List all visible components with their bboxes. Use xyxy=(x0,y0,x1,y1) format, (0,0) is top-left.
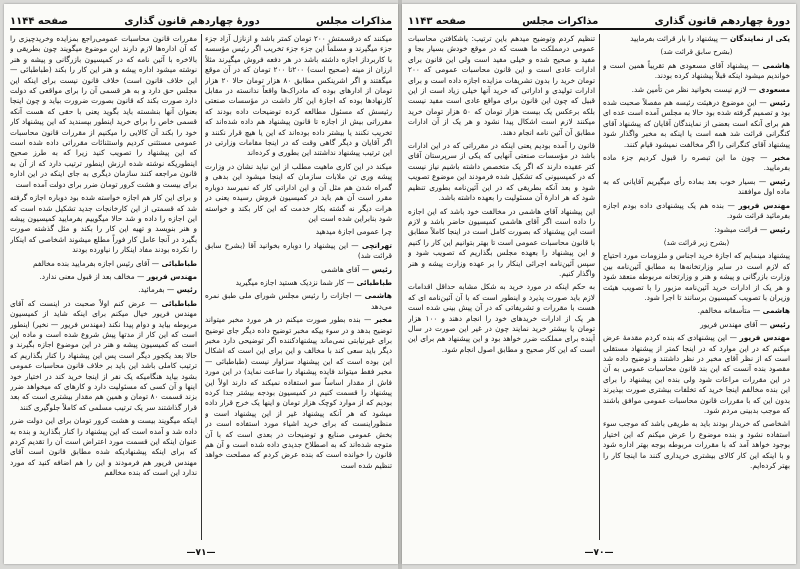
speaker-paragraph xyxy=(603,333,790,416)
speech-text: — کار شما نزدیک هستید اجازه میگیرید xyxy=(235,277,355,287)
body-paragraph: چرا عمومی اجازهٔ میدهید xyxy=(315,227,392,237)
column-right xyxy=(205,34,392,540)
journal-title: مذاكرات مجلس xyxy=(522,16,599,27)
column-right xyxy=(603,34,790,540)
speech-text: — چون ما این تبصره را قبول کردیم جزء ماده بفرمایید. xyxy=(603,153,790,173)
speech-text: — بسیار خوب بعد بماده رأی میگیریم آقایانی که به ماده اول موافقند xyxy=(603,176,790,197)
speaker-name: رئیس xyxy=(769,224,790,234)
speech-text: — اجازات را رئیس مجلس شورای ملی طبق نمره می‌دهد xyxy=(205,291,392,311)
page-label: صفحه ۱۱۴۴ xyxy=(10,16,69,27)
speaker-name: مخبر xyxy=(374,315,392,325)
speaker-paragraph xyxy=(603,201,790,222)
body-paragraph: اینکه میگویند بیست و هشت کرور تومان برای این دولت ضرر داده شد و آمده است که این پیشنهاد را کنار بگذارید و بنده به عنوان اینکه این قسمت مورد اعتراض است آن را تقدیم کردم که برای اینکه پیشنهادیکه شده مطابق قانون است آقای مهندس فریور هم فرمودند و این را هم اضافه کنید که مورد ندارد این است که بنده مخالفم xyxy=(10,416,197,478)
speaker-name: رئیس xyxy=(769,319,790,329)
page-header xyxy=(10,10,392,30)
speaker-paragraph xyxy=(10,299,197,413)
page-right xyxy=(402,4,796,564)
body-paragraph: قانون را آمده بودیم یعنی اینکه در مقرراتی که در این ادارات باشد در مؤسسات صنعتی آنهایی که یکی از سرپرستان آقای کتر عقیده دارند که اگر یک متخصص داشته باشیم نیاز نیست که در کمیسیونی که تشکیل شده فرمودند این موضوع تصویب شود و بعد آنکه بطریقی که در این آئین‌نامه بطوری تنظیم شود که هر ادارهٔ آن مسئولیت را بعهده داشته باشد. xyxy=(408,141,595,203)
speaker-name: هاشمی xyxy=(762,60,790,70)
speech-text: — آقای رئیس اجازه بفرمایید بنده مخالفم xyxy=(33,258,160,268)
column-divider xyxy=(599,34,600,540)
speaker-paragraph xyxy=(205,278,392,288)
speaker-paragraph xyxy=(603,61,790,82)
column-left xyxy=(10,34,197,540)
speaker-paragraph xyxy=(205,241,392,262)
page-folio: —۷۰— xyxy=(584,548,614,558)
speaker-name: رئیس xyxy=(176,285,197,295)
body-paragraph: مقررات قانون محاسبات عمومی‌راجع بمزایده وخریدچیزی را که آن اداره‌ها لازم دارند این موضوع میگویند چون بطریقی و بالاخره با آئین نامه که در کمیسیون بازرگانی و پیشه و هنر نوشته میشود اداره پیشه و هنر این کار را بکند (طباطبائی — این خلاف قانون است) خلاف قانون نیست برای اینکه این مجلس حق دارد و به هر قسمی آن را برای مواقعی که دولت دارد صورت بکند که قانون بصورت ضرورت بیاید و چون اینجا بعنوان آنها بنشسته باید بگوید یعنی با حقی که هست آنکه قسمی خاص را برای خرید اینطور بپسندید که این پیشنهاد کار خود را بکند آن کالایی را میکنیم از مقررات قانون محاسبات عمومی مستثنی کردیم واستثنائات مقرراتی داده شده است که این پیشنهاد را تصویب کنید زیرا که به طرز صحیح اینطوریکه نوشته شده ارزش اینطور ترتیب دارد که از آن به قانون مراجعه کنند سازمان دیگری به جای اینکه در این اداره برای بیست و هشت کرور تومان ضرر برای دولت آمده است xyxy=(10,34,197,189)
body-paragraph: این پیشنهاد آقای هاشمی در مخالفت خود باشد که این اجازه را داده است اگر آقای هاشمی کمیسیون حاضر باشد و لازم است این پیشنهاد که بصورت کامل است در اینجا کاملاً مطابق با قانون محاسبات عمومی است تا بهتر بتوانیم این کار را کنیم و این پیشنهاد را بعهده مجلس بگذاریم که تصویب شود و سپس آئین‌نامه اجرائی اینکار را بر عهده وزارت پیشه و هنر واگذار کنیم. xyxy=(408,206,595,278)
speaker-paragraph xyxy=(603,85,790,95)
speech-text: — بنده هم یک پیشنهادی داده بودم اجازه بفرمائید قرائت شود. xyxy=(603,200,790,221)
speech-text: — مخالف بعد از قبول معنی ندارد. xyxy=(39,271,145,281)
speech-text: — بفرمائید. xyxy=(138,285,175,295)
speech-text: — متأسفانه مخالفم. xyxy=(697,306,761,316)
speech-text: — بنده بطور صورت میکنم در هر مورد مخبر میتواند توضیح بدهد و در سوء ییکه مخبر توضیح داده دیگر جای توضیح برای غیرنیابتی نمی‌ماند پیشنهادکننده اگر توضیحی دارد مخبر دیگر باید سعی کند با مخالف و این برای این است که اشکال این بوده است که این پیشنهاد سزاوار نیست (طباطبائی — مخبر فقط میتواند فایده پیشنهاد را ساعت نماید) در این مورد فاش از مقدار اساساً سو استفاده نمیکند که دارند اولاً این پیشنهاد را قسمت کنیم در کمیسیون بودجه بیشتر جدا کرده بودیم که از موارد کوچک هزار تومان و اینها یک خرج قرار داده میشود که هر آنکه پیشنهاد غیر از این پیشنهاد است و منظوراینست که برای خرید اشیاء مورد استفاده است در بخش عمومی صنایع و توضیحات در بعدی است که با آن متوجه شده‌اند که به اصطلاح جدیدی داده شده است و آن هم قانون را خوانده است که بنده عرض کردم که مصلحت خواهد تنظیم شده است xyxy=(205,315,392,470)
page-label: صفحه ۱۱۴۳ xyxy=(408,16,467,27)
speech-text: — پیشنهاد را بار قرائت بفرمایید xyxy=(630,34,728,43)
speech-text: — آقای مهندس فریور xyxy=(700,319,768,329)
speaker-paragraph xyxy=(603,153,790,174)
session-title: دورهٔ چهاردهم قانون گذاری xyxy=(654,16,790,27)
speaker-name: مسعودی xyxy=(758,84,790,94)
speaker-paragraph xyxy=(10,285,197,295)
page-folio: —۷۱— xyxy=(186,548,216,558)
speech-text: — قرائت میشود: xyxy=(714,224,768,234)
body-paragraph: تنظیم کردم وتوضیح میدهم باین ترتیب: یاشکافتن محاسبات عمومی درمملکت ما هست که در موقع خودش بسیار بجا و مفید و صحیح شده و خیلی مفید است ولی این قانون برای ادارات عادی است و این قانون محاسبات عمومی که ۲۰۰ تومان خرید را بدون تشریفات مزایده اجازه داده است و برای ادارات تولیدی و اداراتی که خرید آنها خیلی زیاد است از این قبیل که چون این قانون برای مواقع عادی است مفید نیست بلکه برعکس یک بیست هزار تومان که ۵۰ هزار تومان خرید میکنند لازم است اشکال پیدا نشود و هر یک از آن ادارات مطابق آن آئین نامه انجام دهند. xyxy=(408,34,595,137)
column-left xyxy=(408,34,595,540)
speaker-paragraph xyxy=(603,306,790,316)
speaker-name: مهندس فریور xyxy=(738,200,790,210)
speaker-paragraph xyxy=(10,272,197,282)
speech-text: — عرض کنم اولاً صحبت در اینست که آقای مهندس فریور خیال میکنم برای اینکه شاید از کمیسیون مربوطه بیاید و دوام پیدا نکند (مهندس فریور — نخیر) اینطور است که این کار از مدتها پیش شروع شده است و ماده این است که کمیسیون پیشه و هنر در این موضوع اجازه بگیرند و حالا بعد یکجور دیگر است پس این پیشنهاد را کنار بگذاریم که ترتیب کاملی باشد این باید بر خلاف قانون محاسبات عمومی بشود بیاید هنگامیکه یک نفر از اینجا خرید کند در اختیار خود اینها و آن کسی که مسئولیت دارد و کارهای که میخواهد ضرر بزند قسمت ۸۰ تومان و همین هم مقدار بیشتری است که بعد قرار گذاشتند سر یک ترتیب مسلمی که کاملاً جلوگیری کنند xyxy=(10,298,197,412)
speaker-name: رئیس xyxy=(371,264,392,274)
speaker-name: مهندس فریور xyxy=(146,271,197,281)
page-header xyxy=(408,10,790,30)
speaker-paragraph xyxy=(603,225,790,235)
speaker-name: هاشمی xyxy=(762,306,790,316)
speaker-name: مهندس فریور xyxy=(739,333,790,343)
speaker-name: طباطبائی xyxy=(161,258,197,268)
speaker-paragraph xyxy=(603,34,790,44)
speaker-paragraph xyxy=(603,177,790,198)
column-divider xyxy=(201,34,202,540)
journal-title: مذاكرات مجلس xyxy=(315,16,392,27)
speaker-paragraph xyxy=(603,98,790,150)
speech-text: — آقای هاشمی xyxy=(321,264,370,274)
speech-text: — این پیشنهادی که بنده کردم مقدمهٔ عرض میکنم که در این موارد که در اینجا کمتر از پیشنهاد مستقلی است که از نظر آقای مخبر در نظر داشتند و توضیح داده شد مقصود بنده آنست که این بند قانون محاسبات عمومی به آن در این مقررات مراعات شود ولی بنده این پیشنهاد را برای این بنده مخالفم اینجا خرید که تخلفات بیشتری صورت بپذیرند بدون این که با مقررات قانون محاسبات عمومی موافق باشند که موجب بدبینی مردم شود. xyxy=(603,333,790,415)
speech-text: — این موضوع درهیئت رئیسه هم مفصلاً صحبت شده بود و تصمیم گرفته شده بود حالا به مجلس آمده است عده ای هم برای آنکه است بعضی از نمایندگان آقایان که پیشنهاد آقای کنگرانی قرائت شد همه است یا اینکه به مخبر واگذار شود پیشنهاد آقای کنگرانی را اگر مخالفت نمیشود قیام کنند. xyxy=(603,98,790,149)
procedural-note: (بشرح سابق قرائت شد) xyxy=(660,48,733,57)
body-paragraph: پیشنهاد مینمایم که اجازهٔ خرید اجناس و ملزومات مورد احتیاج که لازم است در سایر وزارتخانه‌ها به مطابق آئین‌نامه بین وزارت بازرگانی و پیشه و هنر و وزارتخانه مربوطه منعقد شود و هر یک از ادارات خرید آئین‌نامه مزبور را با تصویب هیئت وزیران با تصویب کمیسیون برسانند تا اجرا شود. xyxy=(603,251,790,302)
speaker-paragraph xyxy=(205,315,392,471)
speaker-name: طباطبائی xyxy=(161,298,197,308)
body-paragraph: به حکم اینکه در مورد خرید به شکل مشابه حداقل اقدامات لازم باید صورت پذیرد و اینطور است که با آن آئین‌نامه ای که هست با مقررات و تشریفاتی که در آن پیش بینی شده است هر یک از ادارات خریدهای خود را انجام دهند و ۱۰۰ هزار تومان یا بیشتر خرید نمایند چون در غیر این صورت در سال آینده برای مملکت ضرر خواهد بود و این پیشنهاد هم برای این است که این کار صحیح و مطابق اصول انجام شود. xyxy=(408,282,595,354)
body-paragraph: و برای این کار هم اجازه خواسته شده بود دوباره اجازه گرفته شد که قسمتی از این کارخانجات جدید تشکیل شده است که این اجازه را داده و شد حالا میگوییم بفرمایید کمیسیون پیشه و هنر بنویسد و تهیه این کار را بکند و مثل گذشته صورت بگیرد در آنجا عامل کار فوراً مطلع میشوند اشخاصی که اینکار را نکرده بودند مفاد اینکار را نیاورده بودند xyxy=(10,193,197,255)
speaker-name: تهرانچی xyxy=(361,240,392,250)
body-paragraph: میکند در این کاری ماهیت مطلب از این نباید نشان در وزارت پیشه وری تن ملابات سازمان که اینجا میشود این بدهی و گمراه شدن هم مثل آن و این اداراتی کار که نمیرسد دوباره مقرر است آن هم باید در کمیسیون فروش رسیده یعنی در هرات دیگر نه گشته بکار خدمت که این کار بکند و خواسته شود بنابراین شده است این xyxy=(205,161,392,223)
speaker-paragraph xyxy=(205,291,392,312)
body-paragraph: اشخاصی که خریدار بودند باید به طریقی باشد که موجب سوء استفاده نشود و بنده موضوع را عرض میکنم که این اختیار بوجود خواهد آمد که با مقررات مربوطه بوجه بهتر اداره شود و با اینکه این کار کالای بیشتری خریداری کنند ما اینجا کار را بهتر کرده‌ایم. xyxy=(603,419,790,471)
speech-text: — لازم نیست بخوانید نظر من تأمین شد. xyxy=(631,84,757,94)
session-title: دورهٔ چهاردهم قانون گذاری xyxy=(124,16,260,27)
speaker-name: رئیس xyxy=(769,176,790,186)
speaker-name: طباطبائی xyxy=(356,277,392,287)
speaker-name: هاشمی xyxy=(364,291,392,301)
speech-text: — این پیشنهاد را دوباره بخوانید آقا (بشرح سابق قرائت شد) xyxy=(205,240,392,261)
speaker-paragraph xyxy=(603,320,790,330)
body-paragraph: میکنند که درقسمتش ۲۰۰ تومان کمتر باشد و ازنازل آزاد جزء جزء میگیرند و مسلماً این جزء جزء تخریب اگر رئیس مؤسسه با کاربرداز اجازه داشته باشد در هر دفعه فروش میگیرند مثلاً ارزان از مینه (صحیح است) ۲۰۰تا ۲۰۰ تومان که در آن موقع میگفتند و اگر اشرینکس مطابق ۸۰ هزار تومان حالا ۲۰ هزار تومان از ادارهای بوده که مادراک‌ها واقعاً ندانسته در مقابل کارنهادها بوده که اجازهٔ این کار داشت در مؤسسات صنعتی رئیسش که مسئول مطالعه کرده توضیحات داده بودند که مقرراتی بیش از اجازه تا قانون پیشنهاد هم داده شده‌اند که تخریب نکنند یا بیشتر داده بوده‌اند که این یا هیچ قرار نکنند و اگر آقایان و دیگر گاهی وقت که در اینجا مقامات وزارتی در این ترتیب پیشنهاد نداشتند این بطوری و کرده‌اند xyxy=(205,34,392,158)
speaker-name: رئیس xyxy=(769,98,790,108)
page-left xyxy=(4,4,398,564)
speaker-paragraph xyxy=(205,265,392,275)
speaker-name: یکی از نمایندگان xyxy=(729,34,790,43)
speech-text: — پیشنهاد آقای مسعودی هم تقریباً همین است و خواندیم میشود اینکه قبلاً پیشنهاد کرده بودند. xyxy=(603,60,790,81)
speaker-name: مخبر xyxy=(772,153,790,163)
speaker-paragraph xyxy=(10,259,197,269)
procedural-note: (بشرح زیر قرائت شد) xyxy=(663,238,730,247)
